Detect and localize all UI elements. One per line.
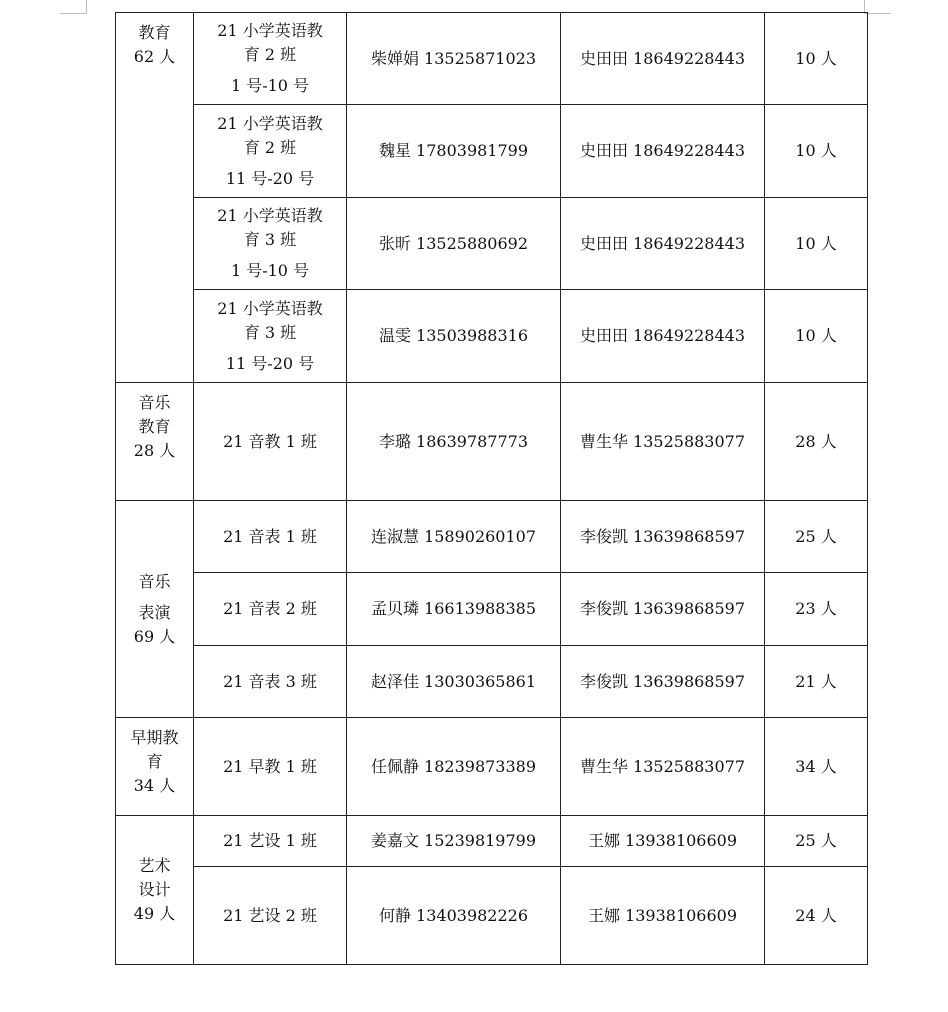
- class-name-line: 11 号-20 号: [225, 353, 315, 373]
- counselor-contact-cell: 王娜 13938106609: [561, 816, 765, 867]
- major-cell: [116, 501, 194, 718]
- class-assignment-table: [115, 12, 868, 965]
- class-name-line: 21 艺设 1 班: [223, 831, 317, 850]
- major-line: 早期教: [130, 728, 179, 747]
- class-cell: [194, 13, 347, 105]
- major-cell: [116, 13, 194, 383]
- class-cell: [194, 290, 347, 383]
- teacher-contact-cell: 柴婵娟 13525871023: [347, 13, 561, 105]
- class-name-line: 育 2 班: [243, 45, 297, 64]
- counselor-contact-cell: 史田田 18649228443: [561, 13, 765, 105]
- class-cell: [194, 646, 347, 718]
- table-row: [116, 867, 868, 965]
- table-row: [116, 501, 868, 573]
- class-name-line: 21 早教 1 班: [223, 756, 317, 776]
- class-name-line: 21 音表 1 班: [223, 526, 317, 546]
- class-name-line: 育 2 班: [243, 137, 297, 157]
- major-line: 49 人: [133, 904, 176, 923]
- teacher-contact-cell: 任佩静 18239873389: [347, 718, 561, 816]
- class-cell: [194, 718, 347, 816]
- class-cell: [194, 501, 347, 573]
- class-name-line: 1 号-10 号: [230, 76, 310, 95]
- counselor-contact-cell: 李俊凯 13639868597: [561, 573, 765, 646]
- major-line: 表演: [138, 602, 171, 622]
- teacher-contact-cell: 赵泽佳 13030365861: [347, 646, 561, 718]
- class-name-line: 21 小学英语教: [217, 298, 323, 318]
- student-count-cell: 25 人: [765, 501, 868, 573]
- major-line: 69 人: [133, 626, 176, 646]
- teacher-contact-cell: 李璐 18639787773: [347, 383, 561, 501]
- major-line: 艺术: [138, 856, 171, 875]
- student-count-cell: 24 人: [765, 867, 868, 965]
- teacher-contact-cell: 魏星 17803981799: [347, 105, 561, 198]
- class-name-line: 21 小学英语教: [217, 21, 323, 40]
- counselor-contact-cell: 曹生华 13525883077: [561, 718, 765, 816]
- table-row: [116, 573, 868, 646]
- student-count-cell: 10 人: [765, 290, 868, 383]
- major-cell: [116, 718, 194, 816]
- class-name-line: 21 音教 1 班: [223, 431, 317, 451]
- major-line: 教育: [138, 417, 171, 436]
- student-count-cell: 10 人: [765, 198, 868, 290]
- class-name-line: 育 3 班: [243, 230, 297, 249]
- class-cell: [194, 867, 347, 965]
- major-cell: [116, 816, 194, 965]
- counselor-contact-cell: 史田田 18649228443: [561, 105, 765, 198]
- class-name-line: 1 号-10 号: [230, 261, 310, 280]
- counselor-contact-cell: 李俊凯 13639868597: [561, 646, 765, 718]
- student-count-cell: 10 人: [765, 105, 868, 198]
- class-name-line: 育 3 班: [243, 322, 297, 342]
- counselor-contact-cell: 李俊凯 13639868597: [561, 501, 765, 573]
- counselor-contact-cell: 王娜 13938106609: [561, 867, 765, 965]
- major-line: 62 人: [133, 47, 176, 66]
- table-row: [116, 816, 868, 867]
- student-count-cell: 25 人: [765, 816, 868, 867]
- teacher-contact-cell: 姜嘉文 15239819799: [347, 816, 561, 867]
- table-row: [116, 105, 868, 198]
- class-cell: [194, 198, 347, 290]
- page-corner-mark-left: [60, 0, 87, 14]
- table-row: [116, 198, 868, 290]
- class-cell: [194, 816, 347, 867]
- table-row: [116, 646, 868, 718]
- class-cell: [194, 383, 347, 501]
- class-name-line: 21 音表 3 班: [223, 671, 317, 691]
- teacher-contact-cell: 孟贝璘 16613988385: [347, 573, 561, 646]
- student-count-cell: 28 人: [765, 383, 868, 501]
- table-body: [116, 13, 868, 965]
- major-line: 育: [146, 752, 163, 771]
- teacher-contact-cell: 连淑慧 15890260107: [347, 501, 561, 573]
- student-count-cell: 34 人: [765, 718, 868, 816]
- major-line: 28 人: [133, 441, 176, 460]
- major-line: 音乐: [138, 393, 171, 412]
- page-corner-mark-right: [864, 0, 891, 14]
- student-count-cell: 23 人: [765, 573, 868, 646]
- table-row: [116, 383, 868, 501]
- counselor-contact-cell: 史田田 18649228443: [561, 198, 765, 290]
- table-row: [116, 290, 868, 383]
- counselor-contact-cell: 史田田 18649228443: [561, 290, 765, 383]
- major-line: 教育: [138, 23, 171, 42]
- table-row: [116, 13, 868, 105]
- major-line: 34 人: [133, 776, 176, 795]
- major-line: 设计: [138, 880, 171, 899]
- class-name-line: 21 小学英语教: [217, 206, 323, 225]
- class-cell: [194, 573, 347, 646]
- class-name-line: 21 小学英语教: [217, 113, 323, 133]
- counselor-contact-cell: 曹生华 13525883077: [561, 383, 765, 501]
- student-count-cell: 10 人: [765, 13, 868, 105]
- class-name-line: 21 艺设 2 班: [223, 905, 317, 925]
- class-name-line: 11 号-20 号: [225, 168, 315, 188]
- class-cell: [194, 105, 347, 198]
- teacher-contact-cell: 张昕 13525880692: [347, 198, 561, 290]
- teacher-contact-cell: 何静 13403982226: [347, 867, 561, 965]
- teacher-contact-cell: 温雯 13503988316: [347, 290, 561, 383]
- major-cell: [116, 383, 194, 501]
- table-row: [116, 718, 868, 816]
- student-count-cell: 21 人: [765, 646, 868, 718]
- class-name-line: 21 音表 2 班: [223, 599, 317, 618]
- major-line: 音乐: [138, 571, 171, 591]
